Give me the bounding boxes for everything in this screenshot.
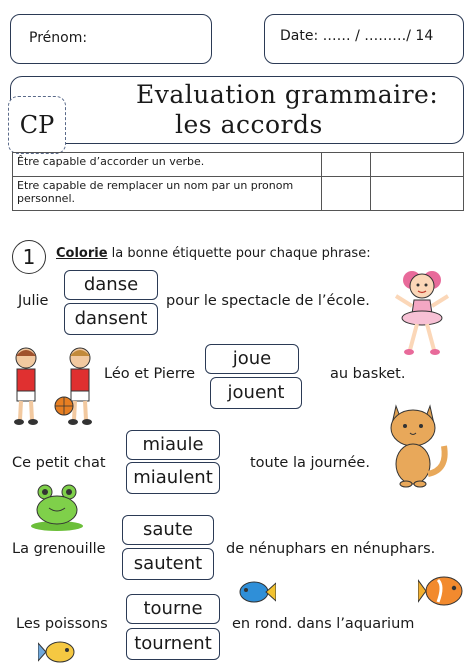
label-miaule[interactable]: miaule xyxy=(126,430,220,460)
label-danse[interactable]: danse xyxy=(64,270,158,300)
label-joue[interactable]: joue xyxy=(205,344,299,374)
label-tournent[interactable]: tournent xyxy=(126,628,220,660)
sentence-1-end: pour le spectacle de l’école. xyxy=(166,293,370,309)
fish-blue-illustration xyxy=(236,578,276,606)
label-dansent[interactable]: dansent xyxy=(64,303,158,335)
criteria-text: Être capable d’accorder un verbe. xyxy=(13,153,322,177)
sentence-3-start: Ce petit chat xyxy=(12,455,106,471)
level-badge: CP xyxy=(8,96,66,154)
label-miaulent[interactable]: miaulent xyxy=(126,462,220,494)
exercise-instruction xyxy=(56,246,371,261)
label-saute[interactable]: saute xyxy=(122,515,214,545)
title-line1: Evaluation grammaire: xyxy=(136,80,439,109)
sentence-1-start: Julie xyxy=(18,293,49,309)
criteria-cell-2 xyxy=(371,177,464,211)
exercise-number: 1 xyxy=(12,240,46,274)
fish-yellow-illustration xyxy=(38,638,78,666)
criteria-text: Etre capable de remplacer un nom par un pronom personnel. xyxy=(13,177,322,211)
prenom-box xyxy=(10,14,212,64)
title-line2: les accords xyxy=(175,110,323,139)
criteria-table xyxy=(12,152,464,211)
label-jouent[interactable]: jouent xyxy=(210,377,302,409)
sentence-5-start: Les poissons xyxy=(16,616,108,632)
sentence-3-end: toute la journée. xyxy=(250,455,370,471)
sentence-4-start: La grenouille xyxy=(12,541,106,557)
label-sautent[interactable]: sautent xyxy=(122,548,214,580)
cat-illustration xyxy=(382,396,454,488)
fish-orange-illustration xyxy=(418,572,468,610)
basketball-players-illustration xyxy=(6,344,102,426)
frog-illustration xyxy=(30,482,84,532)
date-label: Date: …… / ………/ 14 xyxy=(280,28,434,44)
ballerina-illustration xyxy=(392,266,452,358)
criteria-cell-1 xyxy=(322,177,371,211)
sentence-5-end: en rond. dans l’aquarium xyxy=(232,616,415,632)
sentence-2-end: au basket. xyxy=(330,366,406,382)
label-tourne[interactable]: tourne xyxy=(126,594,220,624)
sentence-4-end: de nénuphars en nénuphars. xyxy=(226,541,436,557)
sentence-2-start: Léo et Pierre xyxy=(104,366,196,382)
prenom-label: Prénom: xyxy=(29,30,88,46)
criteria-row xyxy=(13,153,464,177)
criteria-cell-2 xyxy=(371,153,464,177)
date-box xyxy=(264,14,464,64)
instruction-text: la bonne étiquette pour chaque phrase: xyxy=(107,246,371,261)
criteria-row xyxy=(13,177,464,211)
instruction-verb: Colorie xyxy=(56,246,108,261)
criteria-cell-1 xyxy=(322,153,371,177)
